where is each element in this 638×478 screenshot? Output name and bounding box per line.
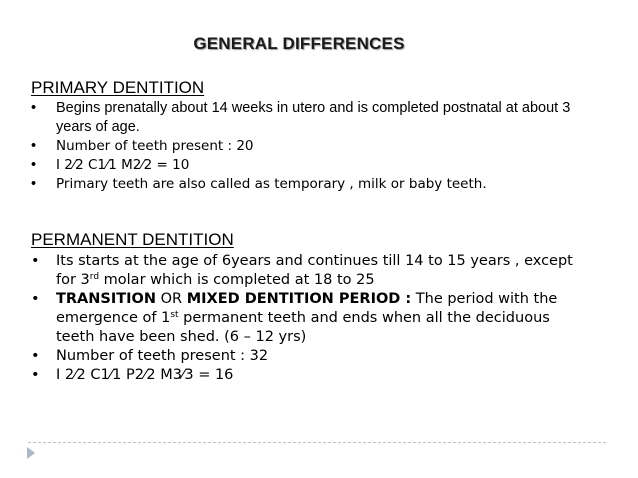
bullet-text: Its starts at the age of 6years and continues till 14 to 15 years , except for 3 [56,253,573,288]
primary-dentition-list [31,99,591,194]
bullet-marker: • [31,138,37,154]
bullet-text: The period with the emergence of 1 [56,291,558,326]
ordinal-suffix: rd [89,272,100,282]
bullet-text: Number of teeth present : 32 [56,348,269,364]
list-item [31,366,591,385]
bullet-text: Number of teeth present : 20 [56,138,254,154]
list-item [31,156,591,175]
bullet-marker: • [31,157,37,173]
bullet-marker: • [31,291,40,307]
bullet-marker: • [31,176,37,192]
primary-dentition-heading: PRIMARY DENTITION [31,78,205,97]
transition-term: TRANSITION [56,291,156,307]
footer-divider [28,442,606,443]
bullet-text: I 2⁄2 C1⁄1 P2⁄2 M3⁄3 = 16 [56,367,234,383]
list-item [31,347,591,366]
bullet-marker: • [31,253,40,269]
bullet-text: permanent teeth and ends when all the deciduous teeth have been shed. (6 – 12 yrs) [56,310,550,345]
mixed-dentition-term: MIXED DENTITION PERIOD : [186,291,412,307]
list-item [31,252,591,290]
list-item [31,290,591,347]
permanent-dentition-list [31,252,591,385]
permanent-dentition-heading: PERMANENT DENTITION [31,230,234,249]
bullet-marker: • [31,367,40,383]
slide-title: GENERAL DIFFERENCES [193,34,405,53]
bullet-text: Primary teeth are also called as temporary , milk or baby teeth. [56,176,487,192]
list-item [31,175,591,194]
bullet-text: Begins prenatally about 14 weeks in utero and is completed postnatal at about 3 years of age. [56,100,571,135]
list-item [31,99,591,137]
bullet-marker: • [31,348,40,364]
bullet-text: molar which is completed at 18 to 25 [99,272,375,288]
list-item [31,137,591,156]
bullet-text: I 2⁄2 C1⁄1 M2⁄2 = 10 [56,157,190,173]
triangle-arrow-icon [27,447,35,459]
bullet-text: OR [156,291,187,307]
ordinal-suffix: st [170,310,179,320]
bullet-marker: • [31,100,37,116]
